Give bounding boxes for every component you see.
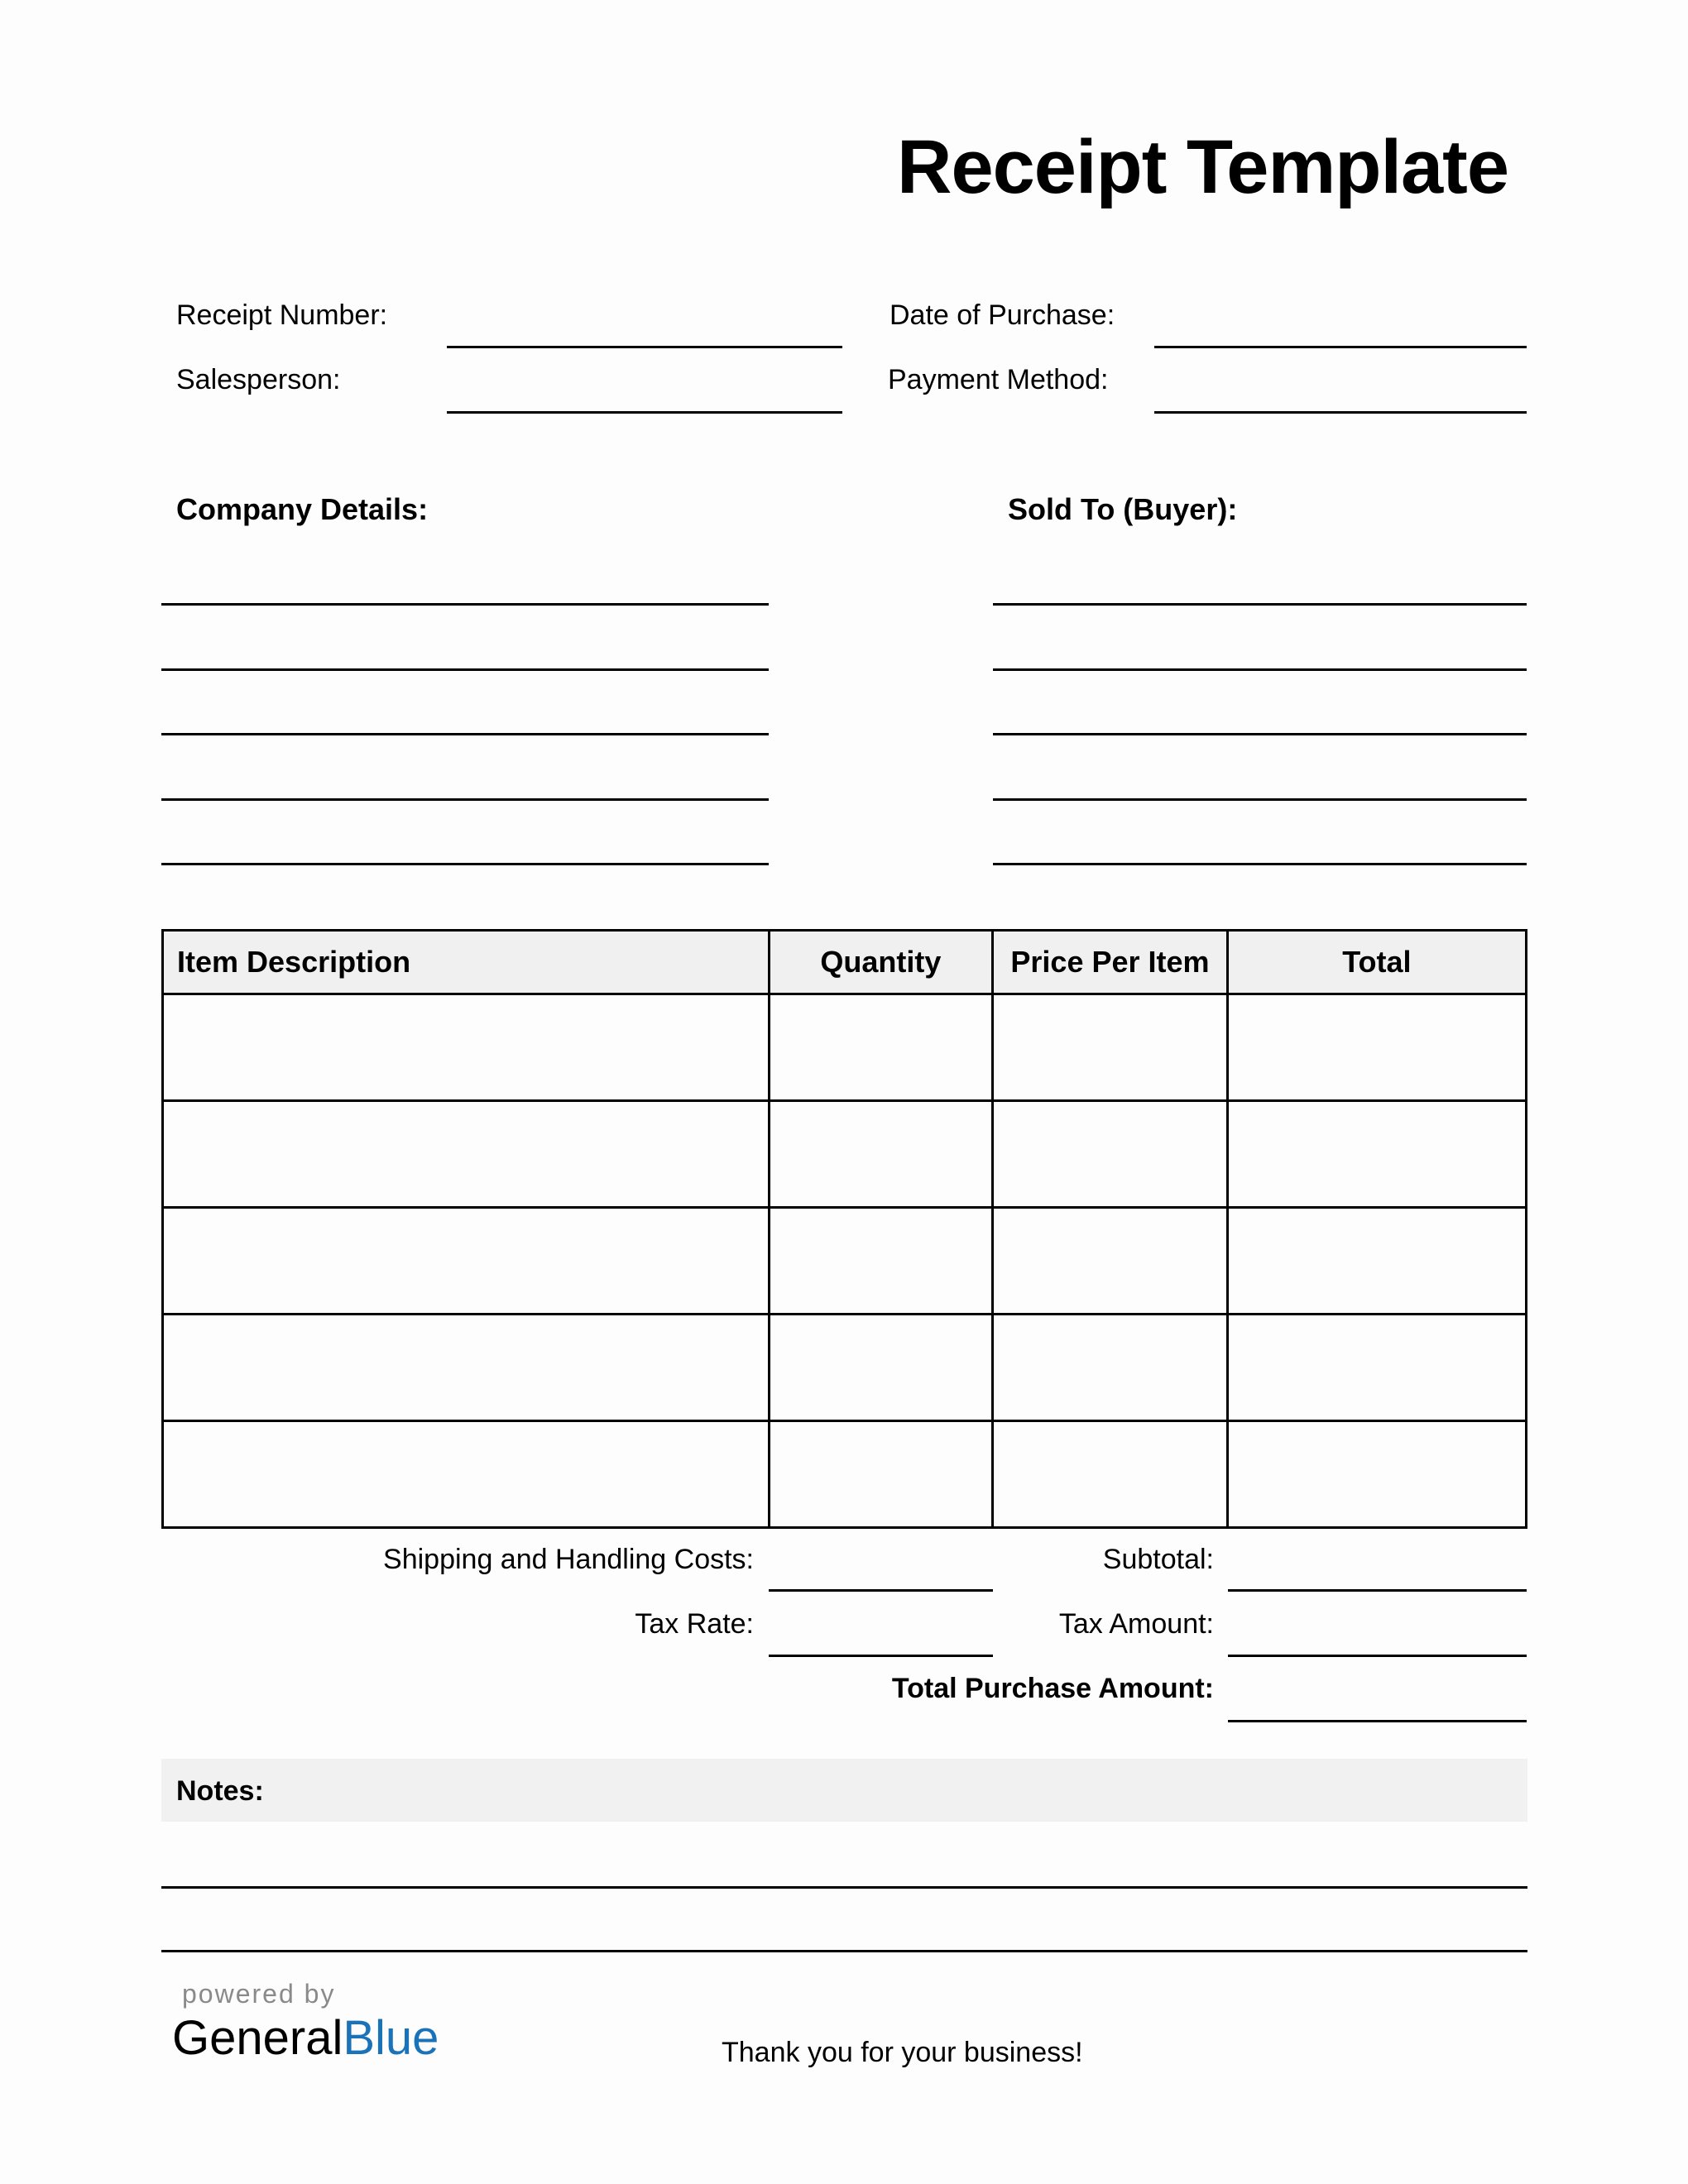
shipping-field[interactable] [769,1589,993,1592]
sold-to-line[interactable] [993,668,1527,671]
total-purchase-amount-field[interactable] [1228,1720,1527,1722]
column-header-total: Total [1227,931,1526,994]
payment-method-label: Payment Method: [888,364,1109,395]
company-details-line[interactable] [161,798,769,801]
table-row [163,1315,1527,1421]
powered-by-text: powered by [182,1979,336,2009]
date-of-purchase-label: Date of Purchase: [890,299,1115,331]
thank-you-message: Thank you for your business! [722,2037,1083,2068]
sold-to-heading: Sold To (Buyer): [1008,492,1238,526]
total-cell[interactable] [1227,994,1526,1101]
salesperson-field[interactable] [447,411,842,414]
salesperson-label: Salesperson: [176,364,341,395]
notes-label: Notes: [176,1775,264,1807]
table-row [163,1208,1527,1315]
brand-general: General [172,2011,343,2065]
total-purchase-amount-label: Total Purchase Amount: [891,1673,1214,1704]
brand-blue: Blue [343,2011,439,2065]
item-description-cell[interactable] [163,1101,770,1208]
subtotal-label: Subtotal: [1102,1544,1214,1575]
quantity-cell[interactable] [769,1315,993,1421]
quantity-cell[interactable] [769,1101,993,1208]
subtotal-field[interactable] [1228,1589,1527,1592]
notes-header [161,1759,1527,1822]
notes-line[interactable] [161,1950,1527,1952]
total-cell[interactable] [1227,1315,1526,1421]
item-description-cell[interactable] [163,1421,770,1528]
total-cell[interactable] [1227,1421,1526,1528]
item-description-cell[interactable] [163,1208,770,1315]
generalblue-logo [172,2010,439,2066]
page-title: Receipt Template [897,125,1508,209]
company-details-heading: Company Details: [176,492,429,526]
price-per-item-cell[interactable] [993,994,1227,1101]
shipping-label: Shipping and Handling Costs: [383,1544,754,1575]
items-table [161,929,1527,1529]
sold-to-line[interactable] [993,863,1527,865]
quantity-cell[interactable] [769,1421,993,1528]
company-details-line[interactable] [161,668,769,671]
total-cell[interactable] [1227,1208,1526,1315]
price-per-item-cell[interactable] [993,1101,1227,1208]
table-row [163,1101,1527,1208]
tax-amount-label: Tax Amount: [1058,1608,1214,1640]
item-description-cell[interactable] [163,1315,770,1421]
column-header-price-per-item: Price Per Item [993,931,1227,994]
company-details-line[interactable] [161,733,769,735]
tax-amount-field[interactable] [1228,1655,1527,1657]
total-cell[interactable] [1227,1101,1526,1208]
price-per-item-cell[interactable] [993,1421,1227,1528]
column-header-quantity: Quantity [769,931,993,994]
notes-line[interactable] [161,1886,1527,1889]
quantity-cell[interactable] [769,994,993,1101]
table-row [163,994,1527,1101]
date-of-purchase-field[interactable] [1154,346,1527,348]
price-per-item-cell[interactable] [993,1315,1227,1421]
receipt-number-field[interactable] [447,346,842,348]
price-per-item-cell[interactable] [993,1208,1227,1315]
receipt-number-label: Receipt Number: [176,299,388,331]
quantity-cell[interactable] [769,1208,993,1315]
sold-to-line[interactable] [993,603,1527,606]
item-description-cell[interactable] [163,994,770,1101]
sold-to-line[interactable] [993,798,1527,801]
payment-method-field[interactable] [1154,411,1527,414]
company-details-line[interactable] [161,603,769,606]
tax-rate-label: Tax Rate: [635,1608,754,1640]
table-header-row [163,931,1527,994]
sold-to-line[interactable] [993,733,1527,735]
column-header-item-description: Item Description [163,931,770,994]
table-row [163,1421,1527,1528]
company-details-line[interactable] [161,863,769,865]
tax-rate-field[interactable] [769,1655,993,1657]
